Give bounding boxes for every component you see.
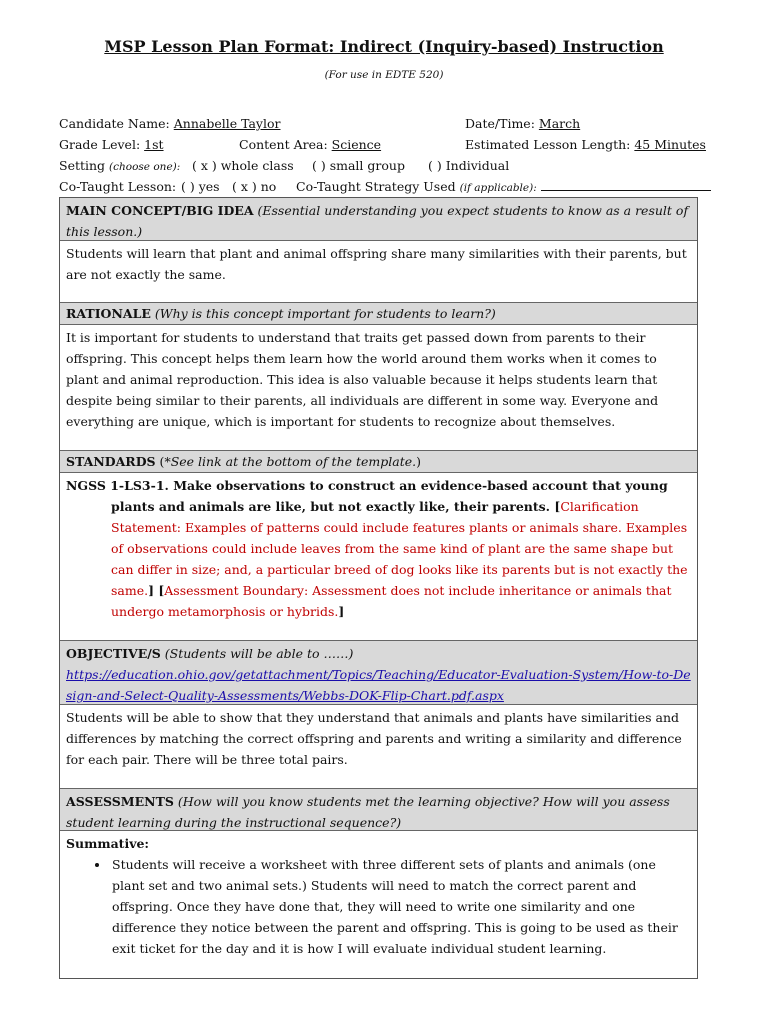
setting-line [59, 158, 180, 173]
standards-hint-close: ) [416, 454, 422, 469]
dok-link-wrap [66, 664, 691, 706]
objective-hint: (Students will be able to ……) [160, 646, 354, 661]
standards-title: STANDARDS [66, 454, 156, 469]
strategy-label: Co-Taught Strategy Used [296, 179, 460, 194]
setting-small-group: ( ) small group [312, 158, 405, 173]
setting-whole-class: ( x ) whole class [192, 158, 294, 173]
strategy-blank [541, 179, 711, 191]
main-concept-hint: (Essential understanding you expect students to know as a result of this lesson.) [66, 203, 689, 239]
rationale-title: RATIONALE [66, 306, 151, 321]
lesson-length-value: 45 Minutes [634, 137, 706, 152]
main-concept-body: Students will learn that plant and animal offspring share many similarities with their parents, but are not exactly the same. [60, 240, 697, 302]
standard-detail [66, 496, 691, 622]
rationale-body: It is important for students to understand that traits get passed down from parents to their offspring. This concept helps them learn how the world around them works when it comes to plant and animal reproduction. This idea is also valuable because it helps students learn that despite being similar to their parents, all individuals are different in some way. Everyone and everything are unique, which is important for students to recognize about themselves. [60, 324, 697, 450]
summative-bullet: • Students will receive a worksheet with three different sets of plants and animals (one plant set and two animal sets.) Students will need to match the correct parent and offspring. Once they have done that, they will need to write one similarity and one difference they notice between the parent and offspring. This is going to be used as their exit ticket for the day and it is how I will evaluate individual student learning. [110, 854, 691, 959]
lesson-plan-table [59, 197, 698, 979]
dok-flip-chart-link[interactable]: https://education.ohio.gov/getattachment/Topics/Teaching/Educator-Evaluation-System/How-to-Design-and-Select-Quality-Assessments/Webbs-DOK-Flip-Chart.pdf.aspx [66, 667, 691, 703]
main-concept-title: MAIN CONCEPT/BIG IDEA [66, 203, 254, 218]
assessment-boundary: Assessment Boundary: Assessment does not include inheritance or animals that undergo metamorphosis or hybrids. [111, 583, 672, 619]
clarification-label: Clarification [560, 499, 639, 514]
cotaught-no: ( x ) no [232, 179, 277, 194]
date-label: Date/Time: [465, 116, 539, 131]
grade-line [59, 137, 164, 152]
standards-header [60, 450, 697, 472]
assessments-header [60, 788, 697, 830]
objective-header [60, 640, 697, 704]
main-concept-header [60, 198, 697, 240]
strategy-hint: (if applicable): [459, 182, 537, 194]
objective-title: OBJECTIVE/S [66, 646, 161, 661]
candidate-label: Candidate Name: [59, 116, 174, 131]
document-subtitle: (For use in EDTE 520) [324, 69, 444, 81]
rationale-hint: (Why is this concept important for students to learn?) [150, 306, 496, 321]
date-line [465, 116, 580, 131]
content-area-label: Content Area: [239, 137, 332, 152]
setting-individual: ( ) Individual [428, 158, 510, 173]
bracket-separator: ] [ [148, 583, 165, 598]
standards-hint-open: ( [155, 454, 165, 469]
date-value: March [538, 116, 581, 131]
standards-body [60, 472, 697, 640]
standards-hint: *See link at the bottom of the template. [164, 454, 417, 469]
setting-hint: (choose one): [109, 161, 181, 173]
candidate-line [59, 116, 280, 131]
clarification-statement: Statement: Examples of patterns could include features plants or animals share. Examples of observations could include leaves from the same kind of plant are the same shape but can differ in size; and, a particular breed of dog looks like its parents but is not exactly the same. [111, 520, 688, 598]
assessments-title: ASSESSMENTS [66, 794, 174, 809]
standard-code-line: NGSS 1-LS3-1. Make observations to construct an evidence-based account that young [66, 478, 668, 493]
document-title: MSP Lesson Plan Format: Indirect (Inquiry-based) Instruction [104, 37, 664, 56]
assessments-hint: (How will you know students met the learning objective? How will you assess student learning during the instructional sequence?) [66, 794, 670, 830]
cotaught-yes: ( ) yes [181, 179, 220, 194]
grade-value: 1st [144, 137, 164, 152]
candidate-value: Annabelle Taylor [173, 116, 281, 131]
assessments-body [60, 830, 697, 978]
lesson-length-label: Estimated Lesson Length: [465, 137, 635, 152]
summative-list [66, 854, 691, 959]
content-area-line [239, 137, 381, 152]
setting-label: Setting [59, 158, 110, 173]
bracket-open: [ [550, 499, 561, 514]
standard-statement: plants and animals are like, but not exactly like, their parents. [111, 499, 551, 514]
cotaught-label: Co-Taught Lesson: [59, 179, 177, 194]
summative-label: Summative: [66, 836, 150, 851]
strategy-line [296, 179, 711, 194]
lesson-length-line [465, 137, 706, 152]
rationale-header [60, 302, 697, 324]
bracket-close: ] [338, 604, 345, 619]
grade-label: Grade Level: [59, 137, 145, 152]
content-area-value: Science [331, 137, 382, 152]
objective-body: Students will be able to show that they understand that animals and plants have similarities and differences by matching the correct offspring and parents and writing a similarity and difference for each pair. There will be three total pairs. [60, 704, 697, 788]
